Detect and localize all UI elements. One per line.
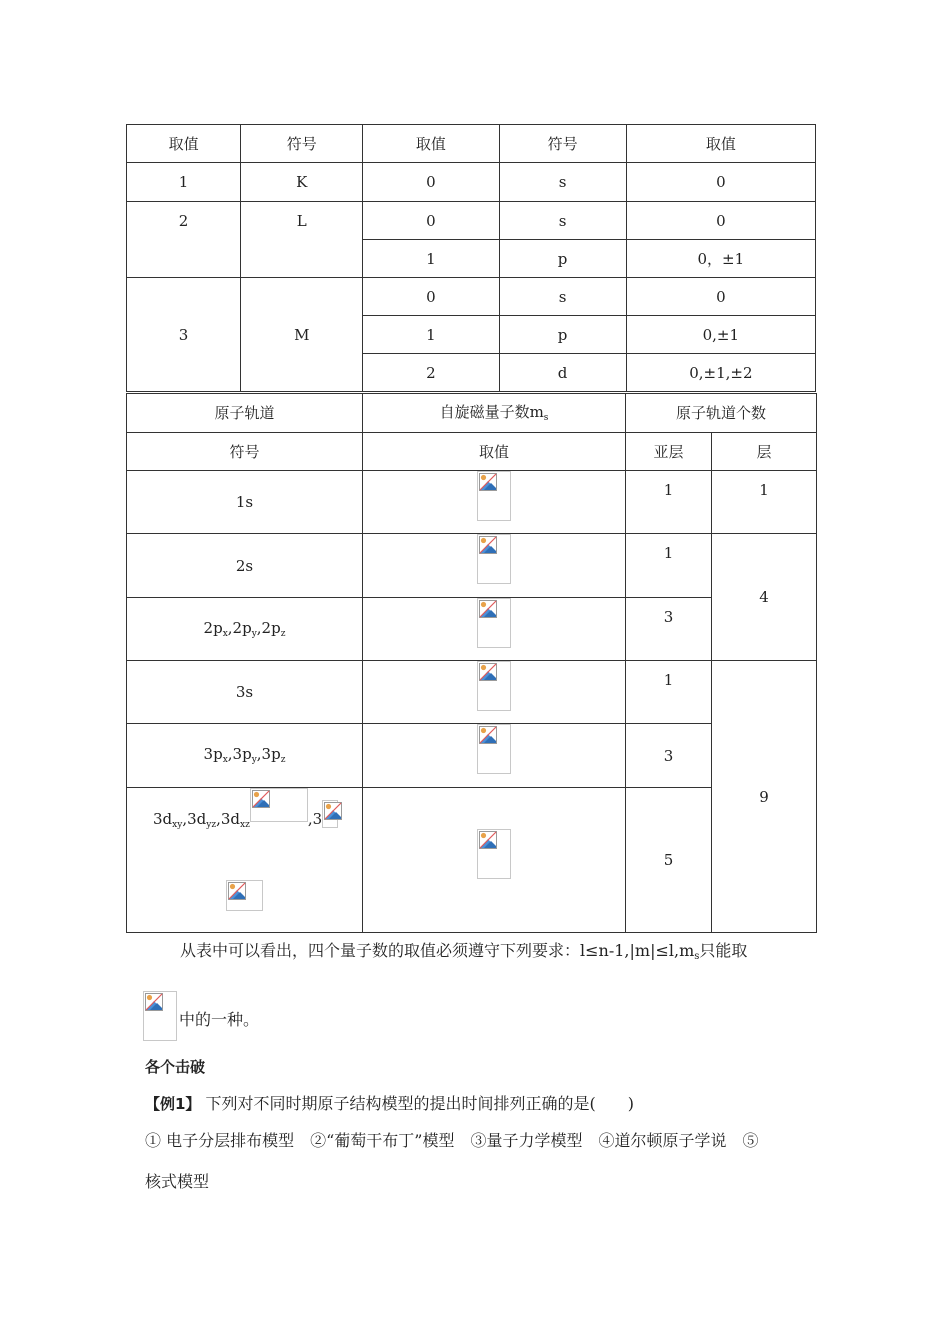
broken-image-icon bbox=[477, 724, 511, 774]
example-label: 【例1】 bbox=[145, 1095, 201, 1113]
header-value: 取值 bbox=[363, 433, 626, 471]
broken-image-icon bbox=[477, 829, 511, 879]
summary-line-cont: 中的一种。 bbox=[179, 1010, 260, 1029]
orbital-symbol: $2p_x,2p_y,2p_z$ bbox=[127, 598, 363, 661]
m-value: 0,±1,±2 bbox=[626, 354, 815, 392]
example-question: 【例1】 下列对不同时期原子结构模型的提出时间排列正确的是( ) bbox=[145, 1094, 635, 1113]
orbital-symbol: $3d_{xy},3d_{yz},3d_{xz}$ ,3 bbox=[127, 788, 363, 933]
header-level: 层 bbox=[712, 433, 817, 471]
n-value: 3 bbox=[127, 278, 241, 392]
broken-image-icon bbox=[226, 880, 263, 911]
spin-value-cell bbox=[363, 724, 626, 788]
sublevel-count: 5 bbox=[626, 788, 712, 933]
example-options: ① 电子分层排布模型 ②“葡萄干布丁”模型 ③量子力学模型 ④道尔顿原子学说 ⑤ bbox=[145, 1131, 759, 1150]
sublevel-count: 3 bbox=[626, 724, 712, 788]
table-row bbox=[127, 163, 816, 202]
l-value: 0 bbox=[363, 163, 499, 202]
orbital-symbol: $3p_x,3p_y,3p_z$ bbox=[127, 724, 363, 788]
l-value: 0 bbox=[363, 278, 499, 316]
shell-symbol: K bbox=[241, 163, 363, 202]
sublevel-symbol: p bbox=[499, 240, 626, 278]
broken-image-icon bbox=[250, 788, 308, 822]
example-options-cont: 核式模型 bbox=[145, 1172, 210, 1191]
orbital-count-table bbox=[126, 393, 817, 933]
header-count: 原子轨道个数 bbox=[626, 394, 817, 433]
spin-value-cell bbox=[363, 788, 626, 933]
table-row bbox=[127, 661, 817, 724]
shell-symbol: L bbox=[241, 202, 363, 278]
broken-image-icon bbox=[477, 661, 511, 711]
orbital-symbol: 1s bbox=[127, 471, 363, 534]
header-symbol: 符号 bbox=[127, 433, 363, 471]
table-row bbox=[127, 471, 817, 534]
section-heading: 各个击破 bbox=[145, 1058, 206, 1076]
broken-image-icon bbox=[477, 471, 511, 521]
header-cell: 取值 bbox=[363, 125, 499, 163]
shell-symbol: M bbox=[241, 278, 363, 392]
sublevel-count: 3 bbox=[626, 598, 712, 661]
sublevel-count: 1 bbox=[626, 534, 712, 598]
broken-image-icon bbox=[477, 598, 511, 648]
table-header-row bbox=[127, 125, 816, 163]
summary-line: 从表中可以看出，四个量子数的取值必须遵守下列要求：$l\le n-1,|m|\le l,m_s$只能取 bbox=[180, 941, 748, 962]
spin-value-cell bbox=[363, 598, 626, 661]
n-value: 1 bbox=[127, 163, 241, 202]
table-row bbox=[127, 278, 816, 316]
level-count: 1 bbox=[712, 471, 817, 534]
broken-image-icon bbox=[322, 800, 338, 828]
table-row bbox=[127, 534, 817, 598]
sublevel-symbol: s bbox=[499, 202, 626, 240]
spin-value-cell bbox=[363, 661, 626, 724]
m-value: 0 bbox=[626, 278, 815, 316]
l-value: 2 bbox=[363, 354, 499, 392]
sublevel-count: 1 bbox=[626, 471, 712, 534]
m-value: 0,±1 bbox=[626, 316, 815, 354]
orbital-symbol: 2s bbox=[127, 534, 363, 598]
spin-value-cell bbox=[363, 471, 626, 534]
spin-value-cell bbox=[363, 534, 626, 598]
m-value: 0 bbox=[626, 202, 815, 240]
sublevel-symbol: s bbox=[499, 278, 626, 316]
l-value: 0 bbox=[363, 202, 499, 240]
header-spin: 自旋磁量子数$m_s$ bbox=[363, 394, 626, 433]
m-value: 0，±1 bbox=[626, 240, 815, 278]
sublevel-symbol: s bbox=[499, 163, 626, 202]
l-value: 1 bbox=[363, 316, 499, 354]
sublevel-symbol: p bbox=[499, 316, 626, 354]
table-header-row bbox=[127, 394, 817, 433]
broken-image-icon bbox=[477, 534, 511, 584]
table-row bbox=[127, 202, 816, 240]
level-count: 9 bbox=[712, 661, 817, 933]
broken-image-icon bbox=[143, 991, 177, 1041]
header-orbital: 原子轨道 bbox=[127, 394, 363, 433]
quantum-number-table bbox=[126, 124, 816, 392]
header-cell: 符号 bbox=[241, 125, 363, 163]
n-value: 2 bbox=[127, 202, 241, 278]
sublevel-count: 1 bbox=[626, 661, 712, 724]
l-value: 1 bbox=[363, 240, 499, 278]
header-cell: 符号 bbox=[499, 125, 626, 163]
header-cell: 取值 bbox=[127, 125, 241, 163]
sublevel-symbol: d bbox=[499, 354, 626, 392]
table-header-row bbox=[127, 433, 817, 471]
header-cell: 取值 bbox=[626, 125, 815, 163]
level-count: 4 bbox=[712, 534, 817, 661]
header-sublevel: 亚层 bbox=[626, 433, 712, 471]
orbital-symbol: 3s bbox=[127, 661, 363, 724]
m-value: 0 bbox=[626, 163, 815, 202]
